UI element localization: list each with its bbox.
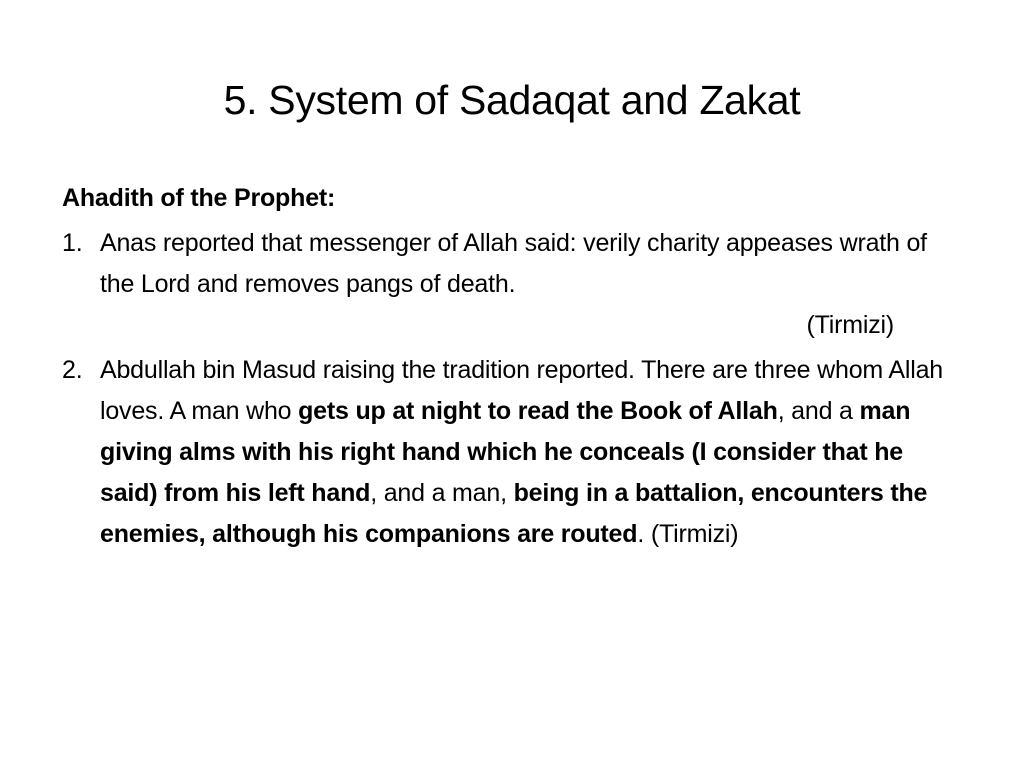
item-number: 2. (62, 356, 83, 384)
hadith-emphasis: gets up at night to read the Book of Allah (298, 397, 778, 425)
hadith-text-part: , and a man, (370, 479, 514, 507)
hadith-item-1 (62, 223, 962, 346)
hadith-emphasis: being in a battalion, encounters the enemies, although his companions are routed (100, 479, 928, 548)
citation: (Tirmizi) (806, 311, 894, 339)
hadith-text-part: , and a (777, 397, 860, 425)
item-number: 1. (62, 229, 83, 257)
slide-body (62, 178, 962, 555)
hadith-text-part: Abdullah bin Masud raising the tradition reported. There are three whom Allah loves. A man who (100, 356, 943, 425)
hadith-citation-tail: . (Tirmizi) (637, 520, 739, 548)
section-heading: Ahadith of the Prophet: (62, 184, 336, 212)
hadith-text: Anas reported that messenger of Allah said: verily charity appeases wrath of the Lord and removes pangs of death. (100, 229, 927, 298)
slide-title: 5. System of Sadaqat and Zakat (223, 77, 801, 123)
hadith-emphasis: man giving alms with his right hand which he conceals (I consider that he said) from his left hand (100, 397, 911, 507)
hadith-item-2 (62, 350, 962, 555)
